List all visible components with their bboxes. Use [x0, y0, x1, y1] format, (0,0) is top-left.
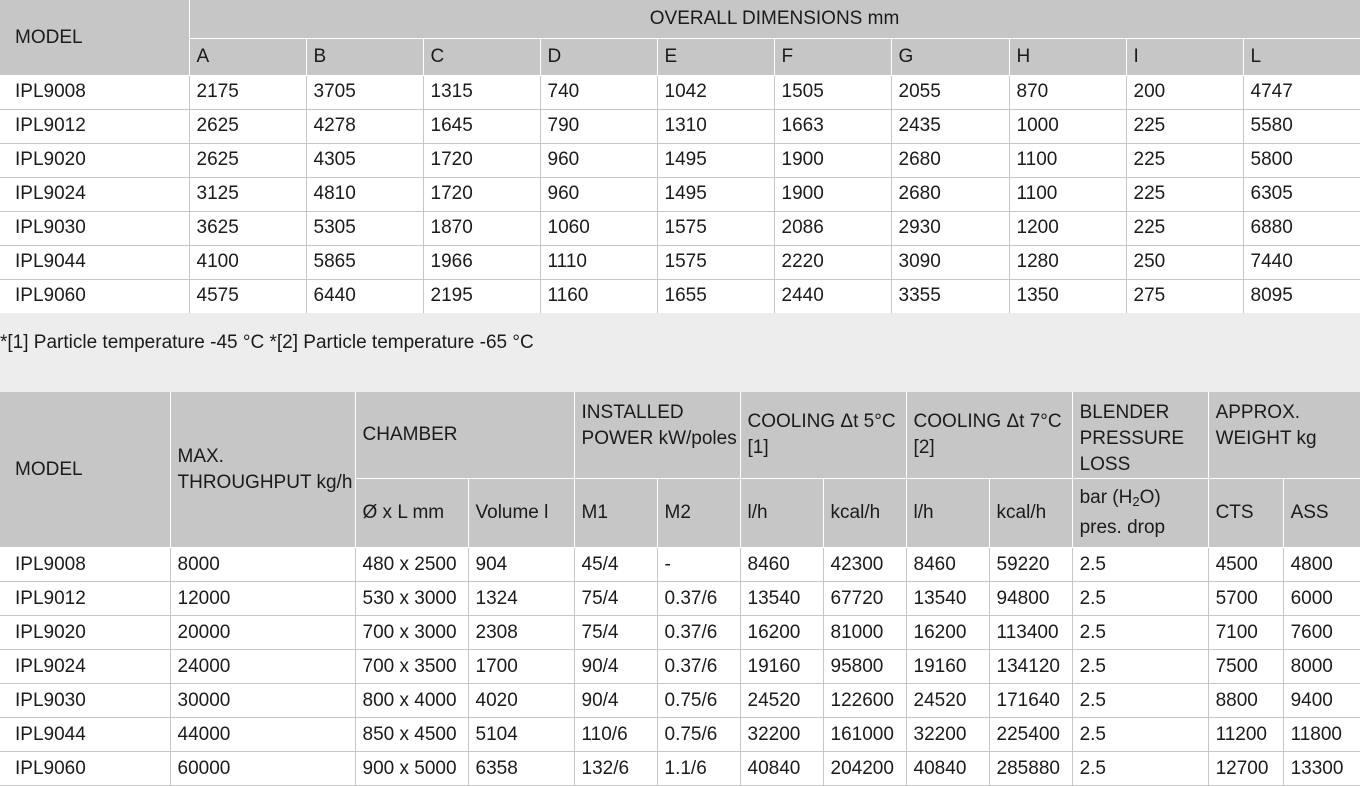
- cooling-7-header: COOLING Δt 7°C [2]: [906, 392, 1072, 479]
- dimension-cell: 1663: [774, 109, 891, 143]
- dimension-cell: 4810: [306, 177, 423, 211]
- table-row: [0, 245, 1360, 279]
- spec-cell: 161000: [823, 718, 906, 752]
- chamber-size-header: Ø x L mm: [355, 479, 468, 548]
- dimension-cell: 870: [1009, 75, 1126, 109]
- spec-cell: 904: [468, 548, 574, 582]
- spec-cell: 8800: [1208, 684, 1283, 718]
- spec-cell: 2.5: [1072, 718, 1208, 752]
- weight-ass-header: ASS: [1283, 479, 1360, 548]
- spec-cell: 19160: [740, 650, 823, 684]
- table-row: [0, 548, 1360, 582]
- dimension-cell: 225: [1126, 143, 1243, 177]
- spec-cell: 8000: [1283, 650, 1360, 684]
- pressure-drop-header: [1072, 479, 1208, 548]
- dimension-cell: 740: [540, 75, 657, 109]
- spec-cell: 7500: [1208, 650, 1283, 684]
- spec-cell: 2.5: [1072, 582, 1208, 616]
- cooling-7-kcal-header: kcal/h: [989, 479, 1072, 548]
- dimension-cell: 2680: [891, 143, 1009, 177]
- spec-cell: 42300: [823, 548, 906, 582]
- dimension-cell: 2625: [189, 143, 306, 177]
- pressure-unit-prefix: bar (H: [1079, 487, 1133, 508]
- dimension-cell: 1280: [1009, 245, 1126, 279]
- dimension-cell: 2055: [891, 75, 1009, 109]
- spec-cell: 60000: [170, 752, 355, 786]
- spec-cell: 30000: [170, 684, 355, 718]
- dimension-cell: 2435: [891, 109, 1009, 143]
- spec-cell: 8460: [906, 548, 989, 582]
- dimension-cell: 225: [1126, 109, 1243, 143]
- dimension-cell: 225: [1126, 177, 1243, 211]
- dimension-cell: 960: [540, 143, 657, 177]
- spec-cell: 13300: [1283, 752, 1360, 786]
- dimensions-column-header: F: [774, 38, 891, 75]
- table-row: [0, 143, 1360, 177]
- spec-cell: 132/6: [574, 752, 657, 786]
- dimensions-column-header: I: [1126, 38, 1243, 75]
- table-row: [0, 718, 1360, 752]
- table-row: [0, 582, 1360, 616]
- specs-model-header: MODEL: [0, 392, 170, 548]
- table-row: [0, 279, 1360, 313]
- dimension-cell: 1100: [1009, 177, 1126, 211]
- table-row: [0, 75, 1360, 109]
- dimension-cell: 6440: [306, 279, 423, 313]
- chamber-header: CHAMBER: [355, 392, 574, 479]
- cooling-5-header: COOLING Δt 5°C [1]: [740, 392, 906, 479]
- spec-cell: 110/6: [574, 718, 657, 752]
- spec-cell: 850 x 4500: [355, 718, 468, 752]
- dimension-cell: 3355: [891, 279, 1009, 313]
- spec-cell: 81000: [823, 616, 906, 650]
- pressure-drop-label: pres. drop: [1079, 517, 1166, 538]
- spec-cell: 2.5: [1072, 752, 1208, 786]
- spec-cell: 0.37/6: [657, 650, 740, 684]
- model-cell: IPL9008: [0, 75, 189, 109]
- pressure-unit-suffix: O): [1139, 487, 1161, 508]
- spec-cell: 16200: [740, 616, 823, 650]
- dimension-cell: 4305: [306, 143, 423, 177]
- spec-cell: 900 x 5000: [355, 752, 468, 786]
- model-cell: IPL9020: [0, 143, 189, 177]
- dimension-cell: 200: [1126, 75, 1243, 109]
- dimension-cell: 2440: [774, 279, 891, 313]
- spec-cell: 19160: [906, 650, 989, 684]
- spec-cell: 204200: [823, 752, 906, 786]
- model-cell: IPL9012: [0, 582, 170, 616]
- dimension-cell: 1160: [540, 279, 657, 313]
- spec-cell: 9400: [1283, 684, 1360, 718]
- spec-cell: 700 x 3500: [355, 650, 468, 684]
- dimension-cell: 2195: [423, 279, 540, 313]
- dimension-cell: 6305: [1243, 177, 1360, 211]
- dimension-cell: 1310: [657, 109, 774, 143]
- spec-cell: 40840: [740, 752, 823, 786]
- dimensions-table: [0, 0, 1360, 313]
- dimension-cell: 1495: [657, 177, 774, 211]
- specifications-table-body: [0, 548, 1360, 786]
- dimension-cell: 2175: [189, 75, 306, 109]
- dimension-cell: 2680: [891, 177, 1009, 211]
- spec-cell: 12700: [1208, 752, 1283, 786]
- spec-cell: 113400: [989, 616, 1072, 650]
- table-row: [0, 177, 1360, 211]
- dimension-cell: 1100: [1009, 143, 1126, 177]
- spec-cell: 134120: [989, 650, 1072, 684]
- spec-cell: 32200: [906, 718, 989, 752]
- spec-cell: 2.5: [1072, 616, 1208, 650]
- model-cell: IPL9044: [0, 718, 170, 752]
- dimension-cell: 8095: [1243, 279, 1360, 313]
- dimension-cell: 275: [1126, 279, 1243, 313]
- dimension-cell: 5800: [1243, 143, 1360, 177]
- spec-cell: 285880: [989, 752, 1072, 786]
- model-cell: IPL9024: [0, 177, 189, 211]
- dimension-cell: 1575: [657, 245, 774, 279]
- spec-cell: 8460: [740, 548, 823, 582]
- spec-cell: 24000: [170, 650, 355, 684]
- spec-cell: 90/4: [574, 684, 657, 718]
- dimensions-column-header: L: [1243, 38, 1360, 75]
- dimension-cell: 3625: [189, 211, 306, 245]
- spec-cell: 171640: [989, 684, 1072, 718]
- cooling-7-lh-header: l/h: [906, 479, 989, 548]
- dimension-cell: 1655: [657, 279, 774, 313]
- spec-cell: 1700: [468, 650, 574, 684]
- spec-cell: 0.37/6: [657, 616, 740, 650]
- dimension-cell: 1720: [423, 177, 540, 211]
- spec-cell: 0.75/6: [657, 718, 740, 752]
- dimension-cell: 2625: [189, 109, 306, 143]
- spec-cell: 11200: [1208, 718, 1283, 752]
- spec-cell: 24520: [906, 684, 989, 718]
- dimension-cell: 1900: [774, 143, 891, 177]
- dimension-cell: 1505: [774, 75, 891, 109]
- table-row: [0, 616, 1360, 650]
- dimension-cell: 790: [540, 109, 657, 143]
- dimension-cell: 1110: [540, 245, 657, 279]
- dimensions-column-header: C: [423, 38, 540, 75]
- dimension-cell: 4747: [1243, 75, 1360, 109]
- dimension-cell: 5865: [306, 245, 423, 279]
- dimension-cell: 1870: [423, 211, 540, 245]
- spec-cell: 4020: [468, 684, 574, 718]
- weight-cts-header: CTS: [1208, 479, 1283, 548]
- spec-cell: -: [657, 548, 740, 582]
- dimensions-group-header: OVERALL DIMENSIONS mm: [189, 0, 1360, 38]
- spec-cell: 2308: [468, 616, 574, 650]
- spec-cell: 59220: [989, 548, 1072, 582]
- dimension-cell: 3125: [189, 177, 306, 211]
- dimension-cell: 960: [540, 177, 657, 211]
- throughput-header: MAX. THROUGHPUT kg/h: [170, 392, 355, 548]
- spec-cell: 45/4: [574, 548, 657, 582]
- spec-cell: 2.5: [1072, 684, 1208, 718]
- model-cell: IPL9020: [0, 616, 170, 650]
- spec-cell: 800 x 4000: [355, 684, 468, 718]
- dimension-cell: 1350: [1009, 279, 1126, 313]
- dimensions-column-header: G: [891, 38, 1009, 75]
- spec-cell: 24520: [740, 684, 823, 718]
- dimension-cell: 1900: [774, 177, 891, 211]
- dimension-cell: 4100: [189, 245, 306, 279]
- dimension-cell: 1060: [540, 211, 657, 245]
- dimension-cell: 1200: [1009, 211, 1126, 245]
- spec-cell: 122600: [823, 684, 906, 718]
- spec-cell: 90/4: [574, 650, 657, 684]
- weight-header: APPROX. WEIGHT kg: [1208, 392, 1360, 479]
- dimension-cell: 2930: [891, 211, 1009, 245]
- dimensions-model-header: MODEL: [0, 0, 189, 75]
- table-row: [0, 684, 1360, 718]
- dimension-cell: 2220: [774, 245, 891, 279]
- dimensions-column-header: B: [306, 38, 423, 75]
- model-cell: IPL9030: [0, 211, 189, 245]
- blender-pressure-header: BLENDER PRESSURE LOSS: [1072, 392, 1208, 479]
- spec-cell: 0.37/6: [657, 582, 740, 616]
- spec-cell: 13540: [740, 582, 823, 616]
- spec-cell: 530 x 3000: [355, 582, 468, 616]
- spec-cell: 2.5: [1072, 650, 1208, 684]
- dimension-cell: 5305: [306, 211, 423, 245]
- dimension-cell: 5580: [1243, 109, 1360, 143]
- spec-cell: 4800: [1283, 548, 1360, 582]
- spec-cell: 32200: [740, 718, 823, 752]
- dimension-cell: 1645: [423, 109, 540, 143]
- chamber-volume-header: Volume l: [468, 479, 574, 548]
- dimension-cell: 4575: [189, 279, 306, 313]
- table-row: [0, 211, 1360, 245]
- spec-cell: 2.5: [1072, 548, 1208, 582]
- spec-cell: 13540: [906, 582, 989, 616]
- dimension-cell: 6880: [1243, 211, 1360, 245]
- spec-cell: 7600: [1283, 616, 1360, 650]
- spec-cell: 20000: [170, 616, 355, 650]
- spec-cell: 1.1/6: [657, 752, 740, 786]
- dimension-cell: 250: [1126, 245, 1243, 279]
- footnote: *[1] Particle temperature -45 °C *[2] Particle temperature -65 °C: [0, 313, 1360, 392]
- cooling-5-kcal-header: kcal/h: [823, 479, 906, 548]
- power-m2-header: M2: [657, 479, 740, 548]
- model-cell: IPL9024: [0, 650, 170, 684]
- dimension-cell: 3090: [891, 245, 1009, 279]
- spec-cell: 4500: [1208, 548, 1283, 582]
- model-cell: IPL9060: [0, 752, 170, 786]
- pressure-unit-subscript: 2: [1132, 494, 1140, 509]
- model-cell: IPL9060: [0, 279, 189, 313]
- model-cell: IPL9044: [0, 245, 189, 279]
- spec-cell: 6000: [1283, 582, 1360, 616]
- spec-cell: 11800: [1283, 718, 1360, 752]
- dimensions-table-body: [0, 75, 1360, 313]
- table-row: [0, 650, 1360, 684]
- dimensions-column-header: A: [189, 38, 306, 75]
- spec-cell: 1324: [468, 582, 574, 616]
- spec-cell: 0.75/6: [657, 684, 740, 718]
- model-cell: IPL9012: [0, 109, 189, 143]
- dimension-cell: 1315: [423, 75, 540, 109]
- spec-cell: 16200: [906, 616, 989, 650]
- table-row: [0, 752, 1360, 786]
- dimension-cell: 1720: [423, 143, 540, 177]
- spec-cell: 5104: [468, 718, 574, 752]
- dimension-cell: 225: [1126, 211, 1243, 245]
- spec-cell: 480 x 2500: [355, 548, 468, 582]
- dimension-cell: 1575: [657, 211, 774, 245]
- installed-power-header: INSTALLED POWER kW/poles: [574, 392, 740, 479]
- spec-cell: 75/4: [574, 616, 657, 650]
- dimension-cell: 7440: [1243, 245, 1360, 279]
- dimension-cell: 2086: [774, 211, 891, 245]
- dimension-cell: 1000: [1009, 109, 1126, 143]
- dimension-cell: 1966: [423, 245, 540, 279]
- spec-cell: 75/4: [574, 582, 657, 616]
- spec-cell: 94800: [989, 582, 1072, 616]
- dimensions-column-header: H: [1009, 38, 1126, 75]
- table-row: [0, 109, 1360, 143]
- spec-cell: 700 x 3000: [355, 616, 468, 650]
- dimensions-column-header: D: [540, 38, 657, 75]
- spec-cell: 95800: [823, 650, 906, 684]
- dimension-cell: 1042: [657, 75, 774, 109]
- spec-cell: 7100: [1208, 616, 1283, 650]
- model-cell: IPL9030: [0, 684, 170, 718]
- dimension-cell: 3705: [306, 75, 423, 109]
- power-m1-header: M1: [574, 479, 657, 548]
- spec-cell: 40840: [906, 752, 989, 786]
- spec-cell: 44000: [170, 718, 355, 752]
- dimension-cell: 1495: [657, 143, 774, 177]
- spec-cell: 8000: [170, 548, 355, 582]
- dimension-cell: 4278: [306, 109, 423, 143]
- spec-cell: 225400: [989, 718, 1072, 752]
- model-cell: IPL9008: [0, 548, 170, 582]
- dimensions-column-header: E: [657, 38, 774, 75]
- cooling-5-lh-header: l/h: [740, 479, 823, 548]
- spec-cell: 67720: [823, 582, 906, 616]
- specifications-table: [0, 392, 1360, 786]
- spec-cell: 5700: [1208, 582, 1283, 616]
- spec-cell: 12000: [170, 582, 355, 616]
- spec-cell: 6358: [468, 752, 574, 786]
